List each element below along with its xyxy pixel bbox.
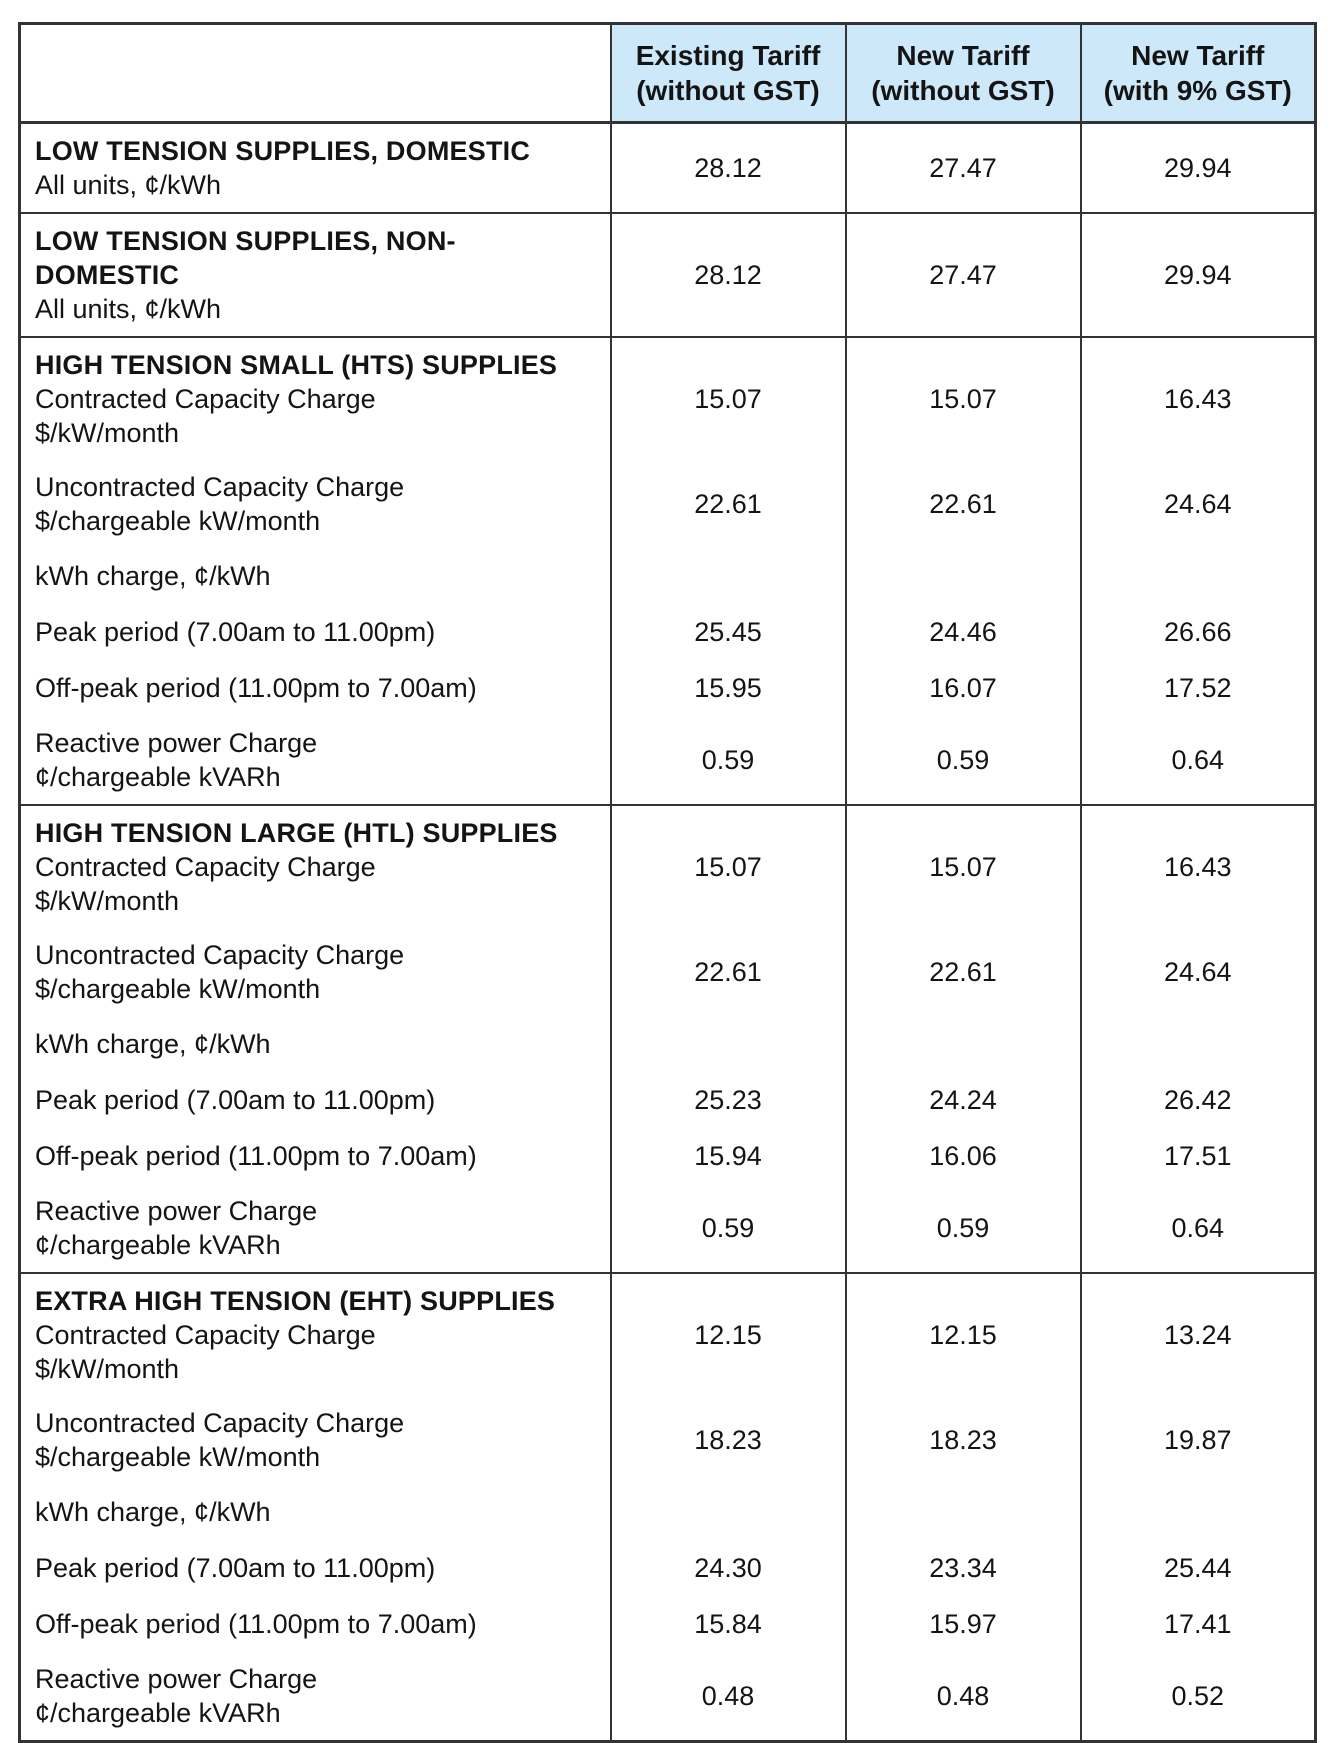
value-cell: 22.61 [611,928,846,1016]
value-cell: 24.64 [1081,460,1316,548]
value-cell: 15.95 [611,660,846,716]
value-cell: 29.94 [1081,213,1316,337]
table-row [20,1273,1316,1396]
row-title-line: HIGH TENSION LARGE (HTL) SUPPLIES [35,818,558,848]
value-cell: 15.07 [611,337,846,460]
table-row [20,1184,1316,1273]
column-header-line: (without GST) [636,75,820,106]
value-cell: 19.87 [1081,1396,1316,1484]
column-header-line: New Tariff [1131,40,1265,71]
table-row [20,1128,1316,1184]
table-row [20,716,1316,805]
row-label-line: All units, ¢/kWh [35,170,222,200]
row-label [20,1540,611,1596]
table-row [20,213,1316,337]
row-label [20,1184,611,1273]
section-high-tension-large [20,805,1316,1273]
row-label [20,1652,611,1742]
column-header-line: New Tariff [896,40,1030,71]
row-label [20,1273,611,1396]
row-label-line: kWh charge, ¢/kWh [35,1497,271,1527]
table-row [20,805,1316,928]
row-title-line: HIGH TENSION SMALL (HTS) SUPPLIES [35,350,558,380]
row-label-line: Peak period (7.00am to 11.00pm) [35,1553,436,1583]
section-low-tension-domestic [20,123,1316,214]
row-label [20,123,611,214]
value-cell: 16.43 [1081,805,1316,928]
value-cell [846,1016,1081,1072]
value-cell: 0.59 [846,1184,1081,1273]
column-header-line: (without GST) [871,75,1055,106]
row-label-line: $/chargeable kW/month [35,1442,321,1472]
value-cell: 13.24 [1081,1273,1316,1396]
table-row [20,1484,1316,1540]
value-cell: 27.47 [846,213,1081,337]
value-cell: 22.61 [846,460,1081,548]
value-cell: 0.48 [611,1652,846,1742]
table-row [20,1596,1316,1652]
table-row [20,1072,1316,1128]
value-cell: 25.23 [611,1072,846,1128]
value-cell [1081,1484,1316,1540]
value-cell: 26.42 [1081,1072,1316,1128]
value-cell: 15.07 [611,805,846,928]
row-label [20,213,611,337]
value-cell [846,548,1081,604]
value-cell: 0.64 [1081,716,1316,805]
value-cell [1081,1016,1316,1072]
row-title-line: EXTRA HIGH TENSION (EHT) SUPPLIES [35,1286,556,1316]
row-label-line: All units, ¢/kWh [35,294,222,324]
table-row [20,548,1316,604]
row-label [20,660,611,716]
row-label-line: $/chargeable kW/month [35,506,321,536]
row-label-line: ¢/chargeable kVARh [35,762,281,792]
table-row [20,1016,1316,1072]
table-header [20,24,1316,123]
value-cell: 28.12 [611,213,846,337]
row-label [20,1128,611,1184]
table-row [20,928,1316,1016]
value-cell: 24.46 [846,604,1081,660]
table-row [20,604,1316,660]
value-cell [846,1484,1081,1540]
table-row [20,460,1316,548]
row-label-line: kWh charge, ¢/kWh [35,1029,271,1059]
value-cell: 25.44 [1081,1540,1316,1596]
row-label-line: Uncontracted Capacity Charge [35,940,405,970]
row-label-line: Contracted Capacity Charge [35,384,376,414]
value-cell: 12.15 [611,1273,846,1396]
row-label-line: Reactive power Charge [35,1196,318,1226]
value-cell: 12.15 [846,1273,1081,1396]
value-cell: 0.64 [1081,1184,1316,1273]
tariff-table [18,22,1317,1743]
value-cell: 16.06 [846,1128,1081,1184]
column-header-line: Existing Tariff [635,40,821,71]
row-label-line: Off-peak period (11.00pm to 7.00am) [35,1141,477,1171]
section-high-tension-small [20,337,1316,805]
value-cell: 15.94 [611,1128,846,1184]
value-cell: 0.59 [611,1184,846,1273]
column-header-line: (with 9% GST) [1103,75,1292,106]
row-label-line: ¢/chargeable kVARh [35,1698,281,1728]
section-low-tension-non-domestic [20,213,1316,337]
row-label-line: Uncontracted Capacity Charge [35,1408,405,1438]
row-label-line: Peak period (7.00am to 11.00pm) [35,1085,436,1115]
value-cell: 26.66 [1081,604,1316,660]
row-label [20,1596,611,1652]
row-label-line: Off-peak period (11.00pm to 7.00am) [35,1609,477,1639]
row-label [20,1016,611,1072]
column-header [611,24,846,123]
table-row [20,1540,1316,1596]
row-title-line: LOW TENSION SUPPLIES, NON-DOMESTIC [35,226,456,290]
row-label-line: $/kW/month [35,1354,180,1384]
row-label-line: Reactive power Charge [35,728,318,758]
value-cell: 15.07 [846,805,1081,928]
row-label-line: Uncontracted Capacity Charge [35,472,405,502]
row-label-line: Contracted Capacity Charge [35,852,376,882]
section-extra-high-tension [20,1273,1316,1742]
column-header [1081,24,1316,123]
value-cell: 15.84 [611,1596,846,1652]
value-cell [611,1016,846,1072]
table-row [20,660,1316,716]
row-label-line: kWh charge, ¢/kWh [35,561,271,591]
table-header-row [20,24,1316,123]
value-cell: 28.12 [611,123,846,214]
row-label-line: $/kW/month [35,886,180,916]
table-row [20,123,1316,214]
row-label-line: Off-peak period (11.00pm to 7.00am) [35,673,477,703]
value-cell: 29.94 [1081,123,1316,214]
row-label [20,1072,611,1128]
column-header [846,24,1081,123]
row-label [20,1484,611,1540]
row-title-line: LOW TENSION SUPPLIES, DOMESTIC [35,136,531,166]
row-label [20,460,611,548]
value-cell: 27.47 [846,123,1081,214]
row-label-line: Reactive power Charge [35,1664,318,1694]
row-label-line: Peak period (7.00am to 11.00pm) [35,617,436,647]
value-cell: 17.52 [1081,660,1316,716]
row-label-line: $/kW/month [35,418,180,448]
value-cell: 24.64 [1081,928,1316,1016]
value-cell: 16.07 [846,660,1081,716]
value-cell: 16.43 [1081,337,1316,460]
value-cell [611,548,846,604]
table-row [20,1396,1316,1484]
value-cell: 18.23 [846,1396,1081,1484]
row-label [20,604,611,660]
value-cell: 17.41 [1081,1596,1316,1652]
value-cell: 17.51 [1081,1128,1316,1184]
row-label [20,716,611,805]
value-cell: 0.59 [611,716,846,805]
row-label [20,548,611,604]
value-cell: 23.34 [846,1540,1081,1596]
value-cell: 22.61 [611,460,846,548]
corner-cell [20,24,611,123]
value-cell [1081,548,1316,604]
value-cell: 22.61 [846,928,1081,1016]
table-row [20,1652,1316,1742]
value-cell: 0.52 [1081,1652,1316,1742]
value-cell: 24.30 [611,1540,846,1596]
row-label [20,928,611,1016]
row-label [20,805,611,928]
value-cell [611,1484,846,1540]
value-cell: 0.48 [846,1652,1081,1742]
row-label-line: $/chargeable kW/month [35,974,321,1004]
value-cell: 24.24 [846,1072,1081,1128]
value-cell: 15.07 [846,337,1081,460]
value-cell: 25.45 [611,604,846,660]
row-label-line: Contracted Capacity Charge [35,1320,376,1350]
table-row [20,337,1316,460]
row-label [20,337,611,460]
value-cell: 15.97 [846,1596,1081,1652]
value-cell: 18.23 [611,1396,846,1484]
tariff-table-container [18,22,1315,1743]
value-cell: 0.59 [846,716,1081,805]
row-label [20,1396,611,1484]
row-label-line: ¢/chargeable kVARh [35,1230,281,1260]
